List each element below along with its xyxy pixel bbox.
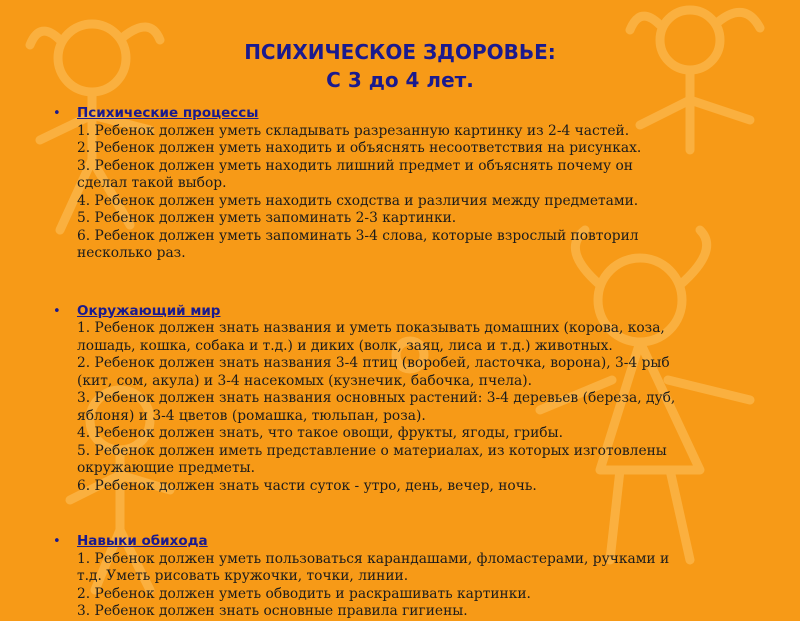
list-item: (кит, сом, акула) и 3-4 насекомых (кузнечик, бабочка, пчела). — [77, 372, 533, 389]
page-title — [0, 38, 800, 94]
list-item: 1. Ребенок должен знать названия и уметь показывать домашних (корова, коза, — [77, 320, 665, 336]
list-item: 4. Ребенок должен знать, что такое овощи, фрукты, ягоды, грибы. — [77, 425, 563, 441]
list-item: 3. Ребенок должен знать основные правила гигиены. — [77, 603, 468, 619]
list-item: 4. Ребенок должен уметь находить сходства и различия между предметами. — [77, 192, 639, 209]
list-item: 2. Ребенок должен уметь находить и объяснять несоответствия на рисунках. — [77, 140, 642, 156]
list-item: 5. Ребенок должен иметь представление о материалах, из которых изготовлены — [77, 442, 667, 459]
list-item: 6. Ребенок должен знать части суток - утро, день, вечер, ночь. — [77, 477, 537, 494]
list-item: сделал такой выбор. — [77, 175, 227, 191]
list-item: 3. Ребенок должен знать названия основных растений: 3-4 деревьев (береза, дуб, — [77, 390, 676, 406]
section-heading: Навыки обихода — [77, 533, 208, 549]
page-title-line-1: ПСИХИЧЕСКОЕ ЗДОРОВЬЕ: — [244, 40, 556, 64]
list-item: 2. Ребенок должен уметь обводить и раскрашивать картинки. — [77, 585, 531, 602]
list-item: 1. Ребенок должен уметь пользоваться карандашами, фломастерами, ручками и — [77, 550, 670, 567]
list-item: несколько раз. — [77, 245, 186, 261]
content-list — [50, 105, 750, 621]
section-mental-processes — [50, 105, 750, 263]
page-title-line-2: С 3 до 4 лет. — [326, 68, 474, 92]
list-item: 2. Ребенок должен знать названия 3-4 птиц (воробей, ласточка, ворона), 3-4 рыб — [77, 355, 670, 371]
bullet-icon: • — [53, 534, 61, 549]
list-item: 6. Ребенок должен уметь запоминать 3-4 слова, которые взрослый повторил — [77, 227, 639, 244]
bullet-icon: • — [53, 303, 61, 319]
section-heading: Окружающий мир — [77, 302, 221, 319]
list-item: окружающие предметы. — [77, 460, 255, 476]
list-item: т.д. Уметь рисовать кружочки, точки, линии. — [77, 568, 409, 584]
list-item: 1. Ребенок должен уметь складывать разрезанную картинку из 2-4 частей. — [77, 122, 630, 139]
list-item: яблоня) и 3-4 цветов (ромашка, тюльпан, роза). — [77, 407, 426, 424]
list-item: 3. Ребенок должен уметь находить лишний предмет и объяснять почему он — [77, 157, 633, 174]
list-item: лошадь, кошка, собака и т.д.) и диких (волк, заяц, лиса и т.д.) животных. — [77, 337, 613, 354]
section-heading: Психические процессы — [77, 105, 259, 121]
bullet-icon: • — [53, 106, 61, 121]
section-surrounding-world — [50, 303, 750, 496]
section-household-skills — [50, 533, 750, 621]
list-item: 5. Ребенок должен уметь запоминать 2-3 картинки. — [77, 210, 457, 226]
